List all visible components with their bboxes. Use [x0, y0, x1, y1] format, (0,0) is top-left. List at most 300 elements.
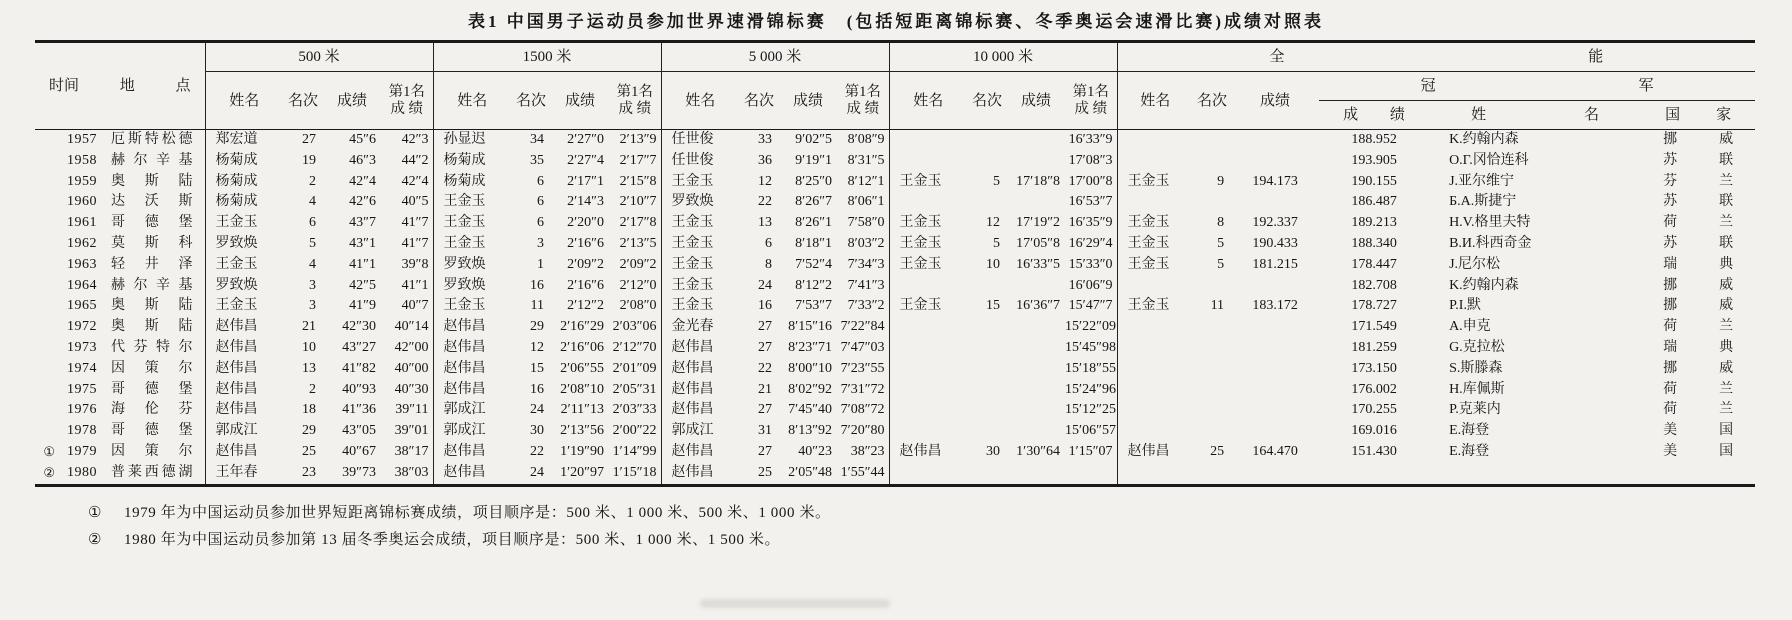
cell-time-place [35, 421, 205, 442]
cell-5000m-result: 8′12″2 [795, 277, 833, 293]
cell-10000m-name [889, 151, 967, 172]
cell-5000m-rank: 16 [758, 298, 773, 314]
cell-10000m-rank: 30 [986, 443, 1001, 459]
cell-500m-first-result: 38″03 [394, 464, 429, 480]
cell-500m-first-result: 41″7 [401, 235, 429, 251]
cell-5000m-result: 40″23 [798, 443, 833, 459]
cell-10000m-name [889, 338, 967, 359]
cell-champion-name: P.克莱内 [1449, 402, 1501, 418]
row-year: 1973 [67, 339, 97, 355]
cell-5000m-name: 王金玉 [661, 296, 739, 317]
cell-champion-country [1641, 380, 1755, 401]
header-group-1500m: 1500 米 [433, 42, 661, 72]
cell-500m-rank: 10 [302, 339, 316, 355]
cell-500m-first-result: 40″00 [394, 360, 429, 376]
header-5000m-rank: 名次 [744, 92, 775, 109]
cell-500m-result: 41″82 [342, 360, 376, 376]
cell-champion-result: 173.150 [1351, 360, 1397, 376]
header-5000m-name: 姓名 [661, 72, 739, 130]
cell-500m-name: 王金玉 [205, 213, 283, 234]
cell-10000m-first-result: 1′15″07 [1068, 443, 1113, 459]
cell-1500m-rank: 1 [537, 256, 545, 272]
footnote-2 [88, 527, 1792, 554]
cell-champion-result: 182.708 [1351, 277, 1397, 293]
cell-5000m-result: 7′52″4 [795, 256, 833, 272]
table-row [35, 130, 1755, 151]
cell-allround-name [1117, 380, 1193, 401]
table-body [35, 130, 1755, 486]
cell-time-place [35, 400, 205, 421]
cell-10000m-name [889, 317, 967, 338]
cell-500m-result: 42″4 [349, 173, 376, 189]
cell-500m-rank: 18 [302, 402, 316, 418]
cell-time-place [35, 130, 205, 151]
cell-5000m-first-result: 7′31″72 [840, 381, 885, 397]
cell-5000m-name: 任世俊 [661, 151, 739, 172]
cell-10000m-result: 16′33″5 [1016, 256, 1061, 272]
cell-500m-name: 罗致焕 [205, 276, 283, 297]
row-year: 1964 [67, 277, 97, 293]
cell-1500m-first-result: 2′13″9 [619, 132, 657, 147]
cell-500m-first-result: 39″8 [401, 256, 429, 272]
cell-champion-name: K.约翰内森 [1449, 132, 1519, 147]
cell-5000m-first-result: 8′31″5 [847, 152, 885, 168]
header-1500m-result: 成绩 [565, 92, 596, 109]
cell-10000m-rank: 10 [986, 256, 1001, 272]
cell-allround-result: 181.215 [1252, 256, 1298, 272]
cell-500m-result: 41″1 [349, 256, 376, 272]
cell-allround-result [1231, 317, 1319, 338]
header-10000m-result: 成绩 [1021, 92, 1052, 109]
cell-10000m-name [889, 421, 967, 442]
cell-allround-name [1117, 463, 1193, 485]
cell-500m-name: 赵伟昌 [205, 400, 283, 421]
cell-5000m-rank: 31 [758, 423, 773, 439]
cell-allround-result [1231, 192, 1319, 213]
header-5000m-first: 第1名 成 绩 [844, 83, 881, 117]
cell-10000m-result: 17′19″2 [1016, 215, 1061, 231]
cell-10000m-result: 1′30″64 [1016, 443, 1061, 459]
champion-country-text: 美国 [1663, 423, 1734, 439]
cell-champion-country [1641, 359, 1755, 380]
cell-allround-result [1231, 130, 1319, 151]
cell-1500m-name: 郭成江 [433, 400, 511, 421]
cell-500m-name: 赵伟昌 [205, 317, 283, 338]
cell-1500m-first-result: 2′12″0 [619, 277, 657, 293]
cell-10000m-name: 王金玉 [889, 255, 967, 276]
cell-5000m-first-result: 8′12″1 [847, 173, 885, 189]
cell-5000m-name: 郭成江 [661, 421, 739, 442]
cell-5000m-name: 赵伟昌 [661, 359, 739, 380]
cell-champion-name: E.海登 [1449, 423, 1490, 439]
cell-allround-rank [1193, 421, 1231, 442]
cell-5000m-first-result: 7′41″3 [847, 277, 885, 293]
cell-allround-name [1117, 151, 1193, 172]
cell-allround-name [1117, 276, 1193, 297]
cell-champion-country [1641, 317, 1755, 338]
cell-500m-rank: 25 [302, 443, 316, 459]
cell-500m-first-result: 39″11 [395, 402, 429, 418]
cell-10000m-first-result: 16′53″7 [1068, 194, 1113, 210]
cell-allround-name: 王金玉 [1117, 213, 1193, 234]
cell-500m-rank: 23 [302, 464, 316, 480]
cell-10000m-name [889, 400, 967, 421]
cell-5000m-result: 9′02″5 [795, 132, 833, 147]
cell-10000m-rank: 15 [986, 298, 1001, 314]
cell-1500m-name: 赵伟昌 [433, 380, 511, 401]
header-allround-result: 成绩 [1260, 92, 1291, 109]
cell-champion-country [1641, 463, 1755, 485]
champion-country-text: 芬兰 [1663, 173, 1734, 189]
header-champion-name: 姓 名 [1471, 107, 1600, 123]
cell-1500m-first-result: 2′05″31 [612, 381, 657, 397]
row-place: 代芬特尔 [111, 339, 193, 355]
cell-1500m-result: 2′16″6 [567, 235, 605, 251]
cell-500m-rank: 29 [302, 423, 316, 439]
cell-champion-name: J.尼尔松 [1449, 256, 1501, 272]
cell-champion-name: H.库佩斯 [1449, 381, 1505, 397]
row-place: 赫尔辛基 [111, 152, 193, 168]
cell-10000m-rank [967, 463, 1007, 485]
row-year: 1978 [67, 423, 97, 439]
cell-time-place [35, 359, 205, 380]
cell-10000m-result [1007, 463, 1065, 485]
cell-champion-country [1641, 400, 1755, 421]
row-marker: ② [43, 464, 55, 480]
cell-10000m-first-result: 16′06″9 [1068, 277, 1113, 293]
cell-champion-result: 151.430 [1351, 443, 1397, 459]
row-place: 赫尔辛基 [111, 277, 193, 293]
cell-5000m-rank: 12 [758, 173, 773, 189]
cell-5000m-result: 8′26″7 [795, 194, 833, 210]
row-place: 奥斯陆 [111, 298, 193, 314]
table-row [35, 359, 1755, 380]
cell-1500m-result: 1′20″97 [560, 464, 605, 480]
cell-1500m-result: 2′13″56 [560, 423, 605, 439]
table-header [35, 42, 1755, 130]
cell-1500m-rank: 6 [537, 173, 545, 189]
header-1500m-name: 姓名 [433, 72, 511, 130]
cell-500m-first-result: 41″1 [401, 277, 429, 293]
cell-5000m-rank: 25 [758, 464, 773, 480]
cell-5000m-first-result: 8′03″2 [847, 235, 885, 251]
header-time-place [35, 42, 205, 130]
cell-1500m-rank: 24 [530, 464, 545, 480]
cell-500m-name: 郑宏道 [205, 130, 283, 151]
cell-allround-name: 王金玉 [1117, 255, 1193, 276]
cell-champion-name: О.Г.冈恰连科 [1449, 152, 1529, 168]
cell-champion-country [1641, 130, 1755, 151]
row-year: 1979 [67, 443, 97, 459]
row-year: 1976 [67, 402, 97, 418]
header-500m-first: 第1名 成 绩 [388, 83, 425, 117]
champion-country-text: 挪威 [1663, 298, 1734, 314]
cell-10000m-name: 王金玉 [889, 172, 967, 193]
cell-5000m-name: 王金玉 [661, 172, 739, 193]
cell-champion-name: S.斯滕森 [1449, 360, 1503, 376]
cell-500m-first-result: 40″7 [401, 298, 429, 314]
table-row [35, 296, 1755, 317]
cell-allround-rank [1193, 463, 1231, 485]
cell-allround-result: 194.173 [1252, 173, 1298, 189]
cell-champion-country [1641, 421, 1755, 442]
cell-500m-first-result: 41″7 [401, 215, 429, 231]
cell-10000m-result [1007, 276, 1065, 297]
cell-1500m-result: 2′08″10 [560, 381, 605, 397]
cell-1500m-name: 王金玉 [433, 296, 511, 317]
row-year: 1957 [67, 132, 97, 147]
cell-allround-rank: 5 [1217, 256, 1225, 272]
cell-5000m-result: 8′13″92 [788, 423, 833, 439]
cell-champion-country [1641, 276, 1755, 297]
cell-5000m-rank: 24 [758, 277, 773, 293]
cell-500m-first-result: 40″30 [394, 381, 429, 397]
cell-500m-result: 42″6 [349, 194, 376, 210]
cell-5000m-name: 赵伟昌 [661, 380, 739, 401]
cell-1500m-result: 2′20″0 [567, 215, 605, 231]
table-title: 表1 中国男子运动员参加世界速滑锦标赛 (包括短距离锦标赛、冬季奥运会速滑比赛)成绩对照表 [467, 12, 1325, 31]
cell-10000m-first-result: 17′00″8 [1068, 173, 1113, 189]
row-place: 厄斯特松德 [111, 132, 193, 147]
cell-5000m-first-result: 7′33″2 [847, 298, 885, 314]
cell-5000m-first-result: 7′58″0 [847, 215, 885, 231]
cell-champion-name: E.海登 [1449, 443, 1490, 459]
cell-allround-name [1117, 338, 1193, 359]
cell-1500m-result: 2′09″2 [567, 256, 605, 272]
cell-10000m-rank [967, 421, 1007, 442]
cell-10000m-name [889, 359, 967, 380]
row-year: 1975 [67, 381, 97, 397]
cell-10000m-name: 王金玉 [889, 296, 967, 317]
cell-1500m-first-result: 2′17″8 [619, 215, 657, 231]
cell-5000m-rank: 8 [765, 256, 773, 272]
cell-10000m-first-result [1065, 463, 1117, 485]
cell-champion-result: 178.447 [1351, 256, 1397, 272]
cell-1500m-first-result: 2′10″7 [619, 194, 657, 210]
cell-5000m-rank: 27 [758, 339, 773, 355]
cell-1500m-first-result: 2′12″70 [612, 339, 657, 355]
cell-1500m-name: 赵伟昌 [433, 359, 511, 380]
row-place: 轻井泽 [111, 256, 193, 272]
cell-time-place [35, 317, 205, 338]
cell-10000m-result: 16′36″7 [1016, 298, 1061, 314]
cell-5000m-rank: 22 [758, 360, 773, 376]
cell-500m-name: 杨菊成 [205, 151, 283, 172]
cell-500m-first-result: 40″14 [394, 319, 429, 335]
cell-5000m-result: 9′19″1 [795, 152, 833, 168]
cell-allround-result [1231, 400, 1319, 421]
cell-allround-name: 王金玉 [1117, 172, 1193, 193]
cell-1500m-name: 赵伟昌 [433, 317, 511, 338]
cell-10000m-result [1007, 421, 1065, 442]
cell-10000m-result: 17′05″8 [1016, 235, 1061, 251]
cell-allround-rank: 5 [1217, 235, 1225, 251]
cell-500m-name: 赵伟昌 [205, 359, 283, 380]
cell-1500m-name: 王金玉 [433, 213, 511, 234]
champion-country-text: 挪威 [1663, 277, 1734, 293]
cell-5000m-name: 赵伟昌 [661, 338, 739, 359]
cell-5000m-result: 7′53″7 [795, 298, 833, 314]
table-row [35, 213, 1755, 234]
header-1500m-first: 第1名 成 绩 [616, 83, 653, 117]
cell-5000m-rank: 22 [758, 194, 773, 210]
footnote-2-text: 1980 年为中国运动员参加第 13 届冬季奥运会成绩，项目顺序是：500 米、1 000 米、1 500 米。 [124, 531, 781, 548]
cell-1500m-rank: 15 [530, 360, 545, 376]
header-500m-name: 姓名 [205, 72, 283, 130]
cell-10000m-rank [967, 400, 1007, 421]
cell-5000m-first-result: 7′47″03 [840, 339, 885, 355]
results-table [35, 40, 1755, 487]
row-place: 哥德堡 [111, 423, 193, 439]
header-place-char1: 地 [119, 78, 135, 94]
cell-1500m-first-result: 2′13″5 [619, 235, 657, 251]
cell-1500m-rank: 3 [537, 235, 545, 251]
cell-allround-name [1117, 400, 1193, 421]
cell-allround-name [1117, 421, 1193, 442]
cell-1500m-name: 郭成江 [433, 421, 511, 442]
cell-5000m-result: 8′23″71 [788, 339, 833, 355]
cell-time-place [35, 463, 205, 485]
cell-champion-result: 181.259 [1351, 339, 1397, 355]
cell-allround-result [1231, 276, 1319, 297]
cell-5000m-name: 王金玉 [661, 276, 739, 297]
cell-10000m-name [889, 380, 967, 401]
cell-1500m-name: 赵伟昌 [433, 338, 511, 359]
cell-1500m-result: 2′17″1 [567, 173, 605, 189]
champion-country-text: 荷兰 [1663, 215, 1734, 231]
cell-allround-rank: 25 [1210, 443, 1225, 459]
row-year: 1972 [67, 319, 97, 335]
cell-1500m-result: 2′27″0 [567, 132, 605, 147]
cell-5000m-first-result: 38″23 [850, 443, 885, 459]
cell-10000m-rank [967, 359, 1007, 380]
cell-500m-rank: 4 [309, 256, 316, 272]
cell-5000m-first-result: 7′20″80 [840, 423, 885, 439]
cell-allround-rank [1193, 380, 1231, 401]
champion-country-text: 苏联 [1663, 194, 1734, 210]
cell-1500m-result: 2′14″3 [567, 194, 605, 210]
cell-10000m-rank: 5 [993, 173, 1001, 189]
row-place: 哥德堡 [111, 381, 193, 397]
cell-10000m-rank [967, 130, 1007, 151]
cell-champion-name: Б.А.斯捷宁 [1449, 194, 1517, 210]
cell-10000m-name: 王金玉 [889, 213, 967, 234]
row-year: 1961 [67, 215, 97, 231]
cell-time-place [35, 276, 205, 297]
cell-500m-name: 王金玉 [205, 296, 283, 317]
cell-allround-name [1117, 359, 1193, 380]
cell-1500m-rank: 22 [530, 443, 545, 459]
cell-500m-result: 41″36 [342, 402, 376, 418]
header-10000m-first: 第1名 成 绩 [1072, 83, 1109, 117]
table-row [35, 380, 1755, 401]
cell-10000m-rank [967, 317, 1007, 338]
cell-10000m-first-result: 15′18″55 [1065, 360, 1116, 376]
cell-1500m-first-result: 2′03″06 [612, 319, 657, 335]
cell-time-place [35, 234, 205, 255]
cell-5000m-name: 王金玉 [661, 213, 739, 234]
cell-5000m-first-result: 7′22″84 [840, 319, 885, 335]
header-500m-rank: 名次 [287, 92, 318, 109]
header-time-label: 时间 [49, 78, 80, 94]
cell-1500m-first-result: 2′03″33 [612, 402, 657, 418]
cell-500m-result: 43″05 [342, 423, 376, 439]
cell-500m-result: 41″9 [349, 298, 376, 314]
cell-500m-rank: 13 [302, 360, 316, 376]
cell-time-place [35, 213, 205, 234]
cell-500m-first-result: 38″17 [394, 443, 429, 459]
header-10000m-name: 姓名 [889, 72, 967, 130]
cell-time-place [35, 151, 205, 172]
champion-country-text: 美国 [1663, 443, 1734, 459]
row-year: 1960 [67, 194, 97, 210]
cell-5000m-result: 2′05″48 [788, 464, 833, 480]
cell-champion-country [1641, 442, 1755, 463]
cell-1500m-rank: 35 [530, 152, 545, 168]
cell-allround-name: 王金玉 [1117, 296, 1193, 317]
cell-500m-rank: 6 [309, 215, 316, 231]
cell-time-place [35, 192, 205, 213]
cell-10000m-name: 赵伟昌 [889, 442, 967, 463]
cell-10000m-first-result: 15′06″57 [1065, 423, 1116, 439]
header-10000m-rank: 名次 [972, 92, 1003, 109]
cell-champion-result: 170.255 [1351, 402, 1397, 418]
row-year: 1974 [67, 360, 97, 376]
footnote-2-marker: ② [88, 531, 102, 548]
cell-allround-name [1117, 192, 1193, 213]
cell-500m-first-result: 40″5 [401, 194, 429, 210]
cell-allround-rank: 8 [1217, 215, 1225, 231]
cell-1500m-name: 赵伟昌 [433, 442, 511, 463]
table-row [35, 255, 1755, 276]
cell-5000m-result: 7′45″40 [788, 402, 833, 418]
cell-allround-name: 赵伟昌 [1117, 442, 1193, 463]
cell-allround-name [1117, 317, 1193, 338]
cell-10000m-first-result: 15′33″0 [1068, 256, 1113, 272]
cell-5000m-result: 8′02″92 [788, 381, 833, 397]
cell-1500m-first-result: 2′01″09 [612, 360, 657, 376]
cell-5000m-first-result: 7′34″3 [847, 256, 885, 272]
cell-1500m-rank: 6 [537, 215, 545, 231]
cell-5000m-name: 王金玉 [661, 255, 739, 276]
cell-champion-name: В.И.科西奇金 [1449, 235, 1532, 251]
cell-500m-result: 42″30 [342, 319, 376, 335]
cell-500m-result: 40″93 [342, 381, 376, 397]
cell-10000m-rank [967, 192, 1007, 213]
header-group-500m: 500 米 [205, 42, 433, 72]
cell-champion-country [1641, 151, 1755, 172]
scan-artifact [700, 599, 890, 608]
cell-allround-result: 164.470 [1252, 443, 1298, 459]
header-group-5000m: 5 000 米 [661, 42, 889, 72]
cell-500m-first-result: 42″00 [394, 339, 429, 355]
cell-1500m-name: 罗致焕 [433, 276, 511, 297]
cell-500m-name: 杨菊成 [205, 172, 283, 193]
row-place: 莫斯科 [111, 235, 193, 251]
cell-10000m-result: 17′18″8 [1016, 173, 1061, 189]
cell-champion-name: K.约翰内森 [1449, 277, 1519, 293]
cell-500m-name: 赵伟昌 [205, 338, 283, 359]
cell-5000m-result: 8′00″10 [788, 360, 833, 376]
row-place: 哥德堡 [111, 215, 193, 231]
cell-500m-name: 王金玉 [205, 255, 283, 276]
cell-1500m-first-result: 1′14″99 [612, 443, 657, 459]
cell-10000m-rank [967, 276, 1007, 297]
cell-1500m-rank: 12 [530, 339, 545, 355]
cell-1500m-result: 2′16″06 [560, 339, 605, 355]
cell-5000m-name: 赵伟昌 [661, 442, 739, 463]
cell-5000m-first-result: 8′06″1 [847, 194, 885, 210]
